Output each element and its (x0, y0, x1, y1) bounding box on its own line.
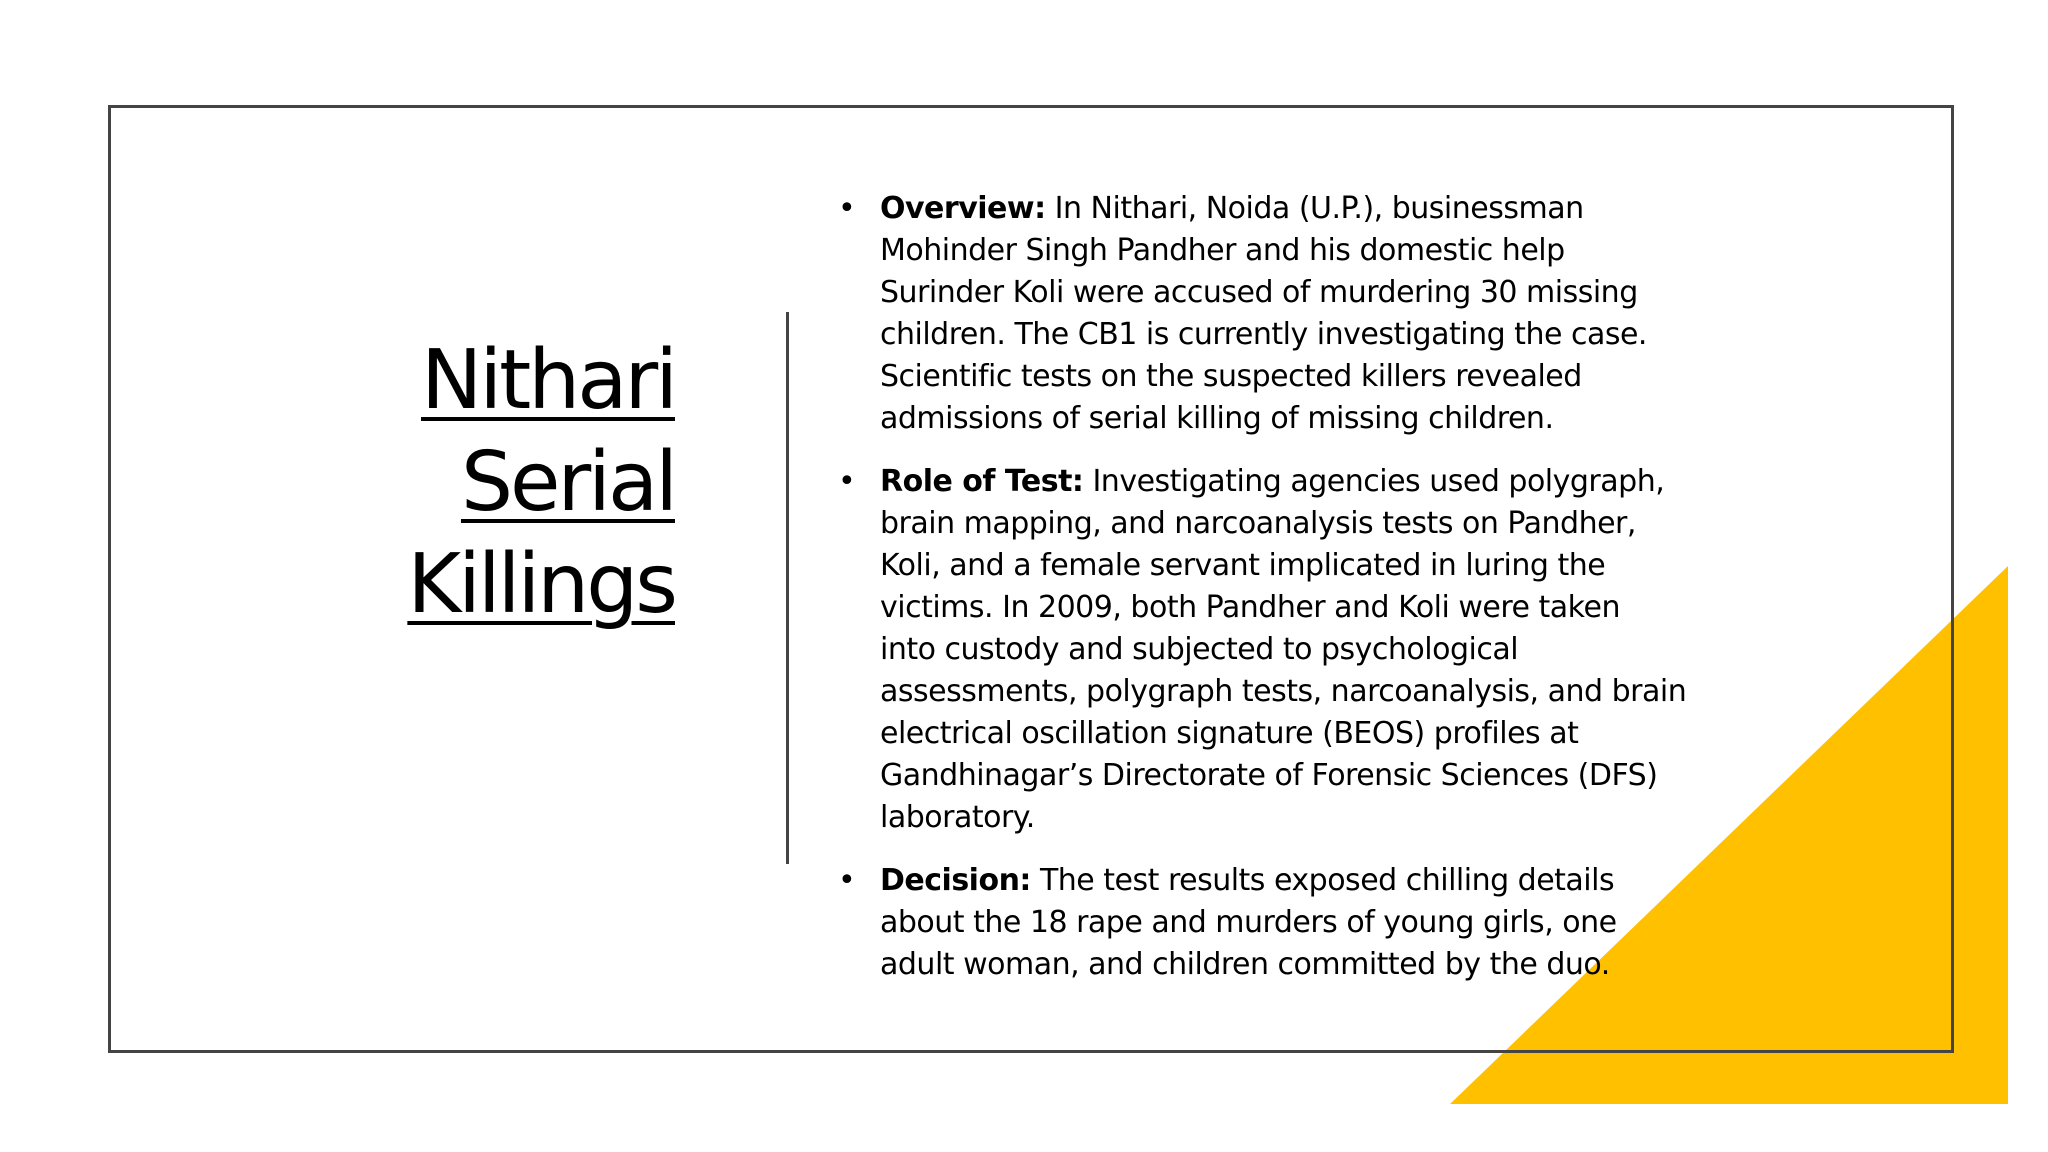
bullet-line: Gandhinagar’s Directorate of Forensic Sciences (DFS) (880, 758, 1658, 793)
vertical-divider (786, 312, 789, 864)
bullet-lead: Overview: (880, 191, 1046, 226)
bullet-list (836, 188, 1756, 986)
bullet-content (836, 188, 1756, 1007)
bullet-line: admissions of serial killing of missing children. (880, 401, 1554, 436)
bullet-dot-icon: • (838, 191, 856, 226)
bullet-line: Surinder Koli were accused of murdering 30 missing (880, 275, 1638, 310)
bullet-line: laboratory. (880, 800, 1035, 835)
bullet-role-of-test (836, 461, 1756, 839)
bullet-line: victims. In 2009, both Pandher and Koli were taken (880, 590, 1620, 625)
bullet-line (880, 188, 1756, 230)
title-line: Serial (460, 435, 675, 530)
bullet-lead: Role of Test: (880, 464, 1084, 499)
bullet-text: The test results exposed chilling details (1030, 863, 1615, 898)
bullet-line: children. The CB1 is currently investigating the case. (880, 317, 1647, 352)
bullet-line: into custody and subjected to psychological (880, 632, 1519, 667)
slide-title (300, 330, 675, 636)
bullet-lead: Decision: (880, 863, 1031, 898)
bullet-line: assessments, polygraph tests, narcoanalysis, and brain (880, 674, 1687, 709)
bullet-line: Mohinder Singh Pandher and his domestic help (880, 233, 1565, 268)
title-line: Killings (407, 537, 675, 632)
bullet-line: Scientific tests on the suspected killers revealed (880, 359, 1582, 394)
bullet-line: adult woman, and children committed by the duo. (880, 947, 1610, 982)
bullet-dot-icon: • (838, 863, 856, 898)
bullet-line: electrical oscillation signature (BEOS) profiles at (880, 716, 1579, 751)
bullet-text: In Nithari, Noida (U.P.), businessman (1045, 191, 1584, 226)
bullet-line (880, 461, 1756, 503)
bullet-decision (836, 860, 1756, 986)
bullet-dot-icon: • (838, 464, 856, 499)
bullet-line: Koli, and a female servant implicated in luring the (880, 548, 1606, 583)
title-line: Nithari (421, 333, 675, 428)
bullet-line (880, 860, 1756, 902)
bullet-line: about the 18 rape and murders of young girls, one (880, 905, 1617, 940)
bullet-text: Investigating agencies used polygraph, (1083, 464, 1665, 499)
bullet-line: brain mapping, and narcoanalysis tests on Pandher, (880, 506, 1636, 541)
bullet-overview (836, 188, 1756, 440)
